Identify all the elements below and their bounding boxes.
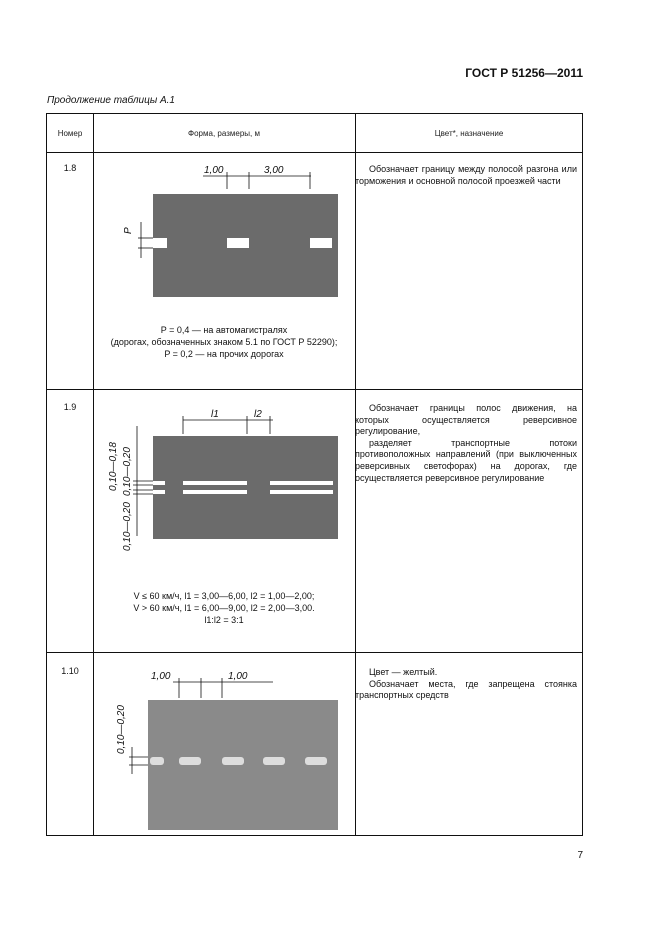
row-divider	[47, 652, 582, 653]
dimension-label: 0,10—0,18	[108, 442, 119, 491]
dimension-label: 1,00	[151, 671, 171, 682]
row-number: 1.9	[63, 402, 77, 412]
column-header-color: Цвет*, назначение	[434, 128, 504, 138]
dimension-label: 1,00	[228, 671, 248, 682]
column-header-form: Форма, размеры, м	[188, 128, 260, 138]
marking-dash	[222, 757, 244, 765]
row-description: Обозначает границы полос движения, на которых осуществляется реверсивное регулирование, разделяет транспортные потоки противоположных направлений (при выключенных реверсивных светофорах) на дорогах, где осуществляется реверсивное регулирование	[355, 403, 577, 483]
row-number: 1.10	[61, 666, 79, 676]
marking-line	[183, 481, 247, 485]
dimension-label: l2	[254, 409, 262, 420]
document-code: ГОСТ Р 51256—2011	[465, 66, 583, 80]
dimension-label: 0,10—0,20	[122, 502, 133, 551]
markings-table	[46, 113, 583, 836]
row-notes: P = 0,4 — на автомагистралях (дорогах, обозначенных знаком 5.1 по ГОСТ Р 52290); P = 0,2 — на прочих дорогах	[110, 325, 338, 359]
dimension-label: 1,00	[204, 165, 224, 176]
page-number: 7	[577, 850, 583, 861]
row-number: 1.8	[63, 163, 77, 173]
table-continuation-label: Продолжение таблицы А.1	[47, 95, 175, 106]
marking-dash	[305, 757, 327, 765]
marking-line	[153, 481, 165, 485]
marking-line	[270, 481, 333, 485]
header-divider	[47, 152, 582, 153]
dimension-label: 3,00	[264, 165, 284, 176]
marking-diagram-1-8	[93, 154, 355, 314]
row-divider	[47, 389, 582, 390]
marking-dash	[263, 757, 285, 765]
row-description: Цвет — желтый. Обозначает места, где запрещена стоянка транспортных средств	[355, 667, 577, 701]
marking-diagram-1-10	[93, 662, 355, 837]
marking-diagram-1-9	[93, 396, 355, 566]
dimension-label: P	[123, 227, 134, 234]
row-description: Обозначает границу между полосой разгона или торможения и основной полосой проезжей части	[355, 164, 577, 186]
dimension-label: 0,10—0,20	[122, 447, 133, 496]
road-surface	[153, 436, 338, 539]
marking-dash	[150, 757, 164, 765]
dimension-label: 0,10—0,20	[116, 705, 127, 754]
row-notes: V ≤ 60 км/ч, l1 = 3,00—6,00, l2 = 1,00—2,00; V > 60 км/ч, l1 = 6,00—9,00, l2 = 2,00—3,00. l1:l2 = 3:1	[133, 591, 315, 625]
marking-line	[270, 490, 333, 494]
marking-dash	[153, 238, 167, 248]
marking-dash	[227, 238, 249, 248]
marking-dash	[179, 757, 201, 765]
marking-line	[153, 490, 165, 494]
dimension-label: l1	[211, 409, 219, 420]
column-header-number: Номер	[57, 128, 83, 138]
marking-dash	[310, 238, 332, 248]
marking-line	[183, 490, 247, 494]
